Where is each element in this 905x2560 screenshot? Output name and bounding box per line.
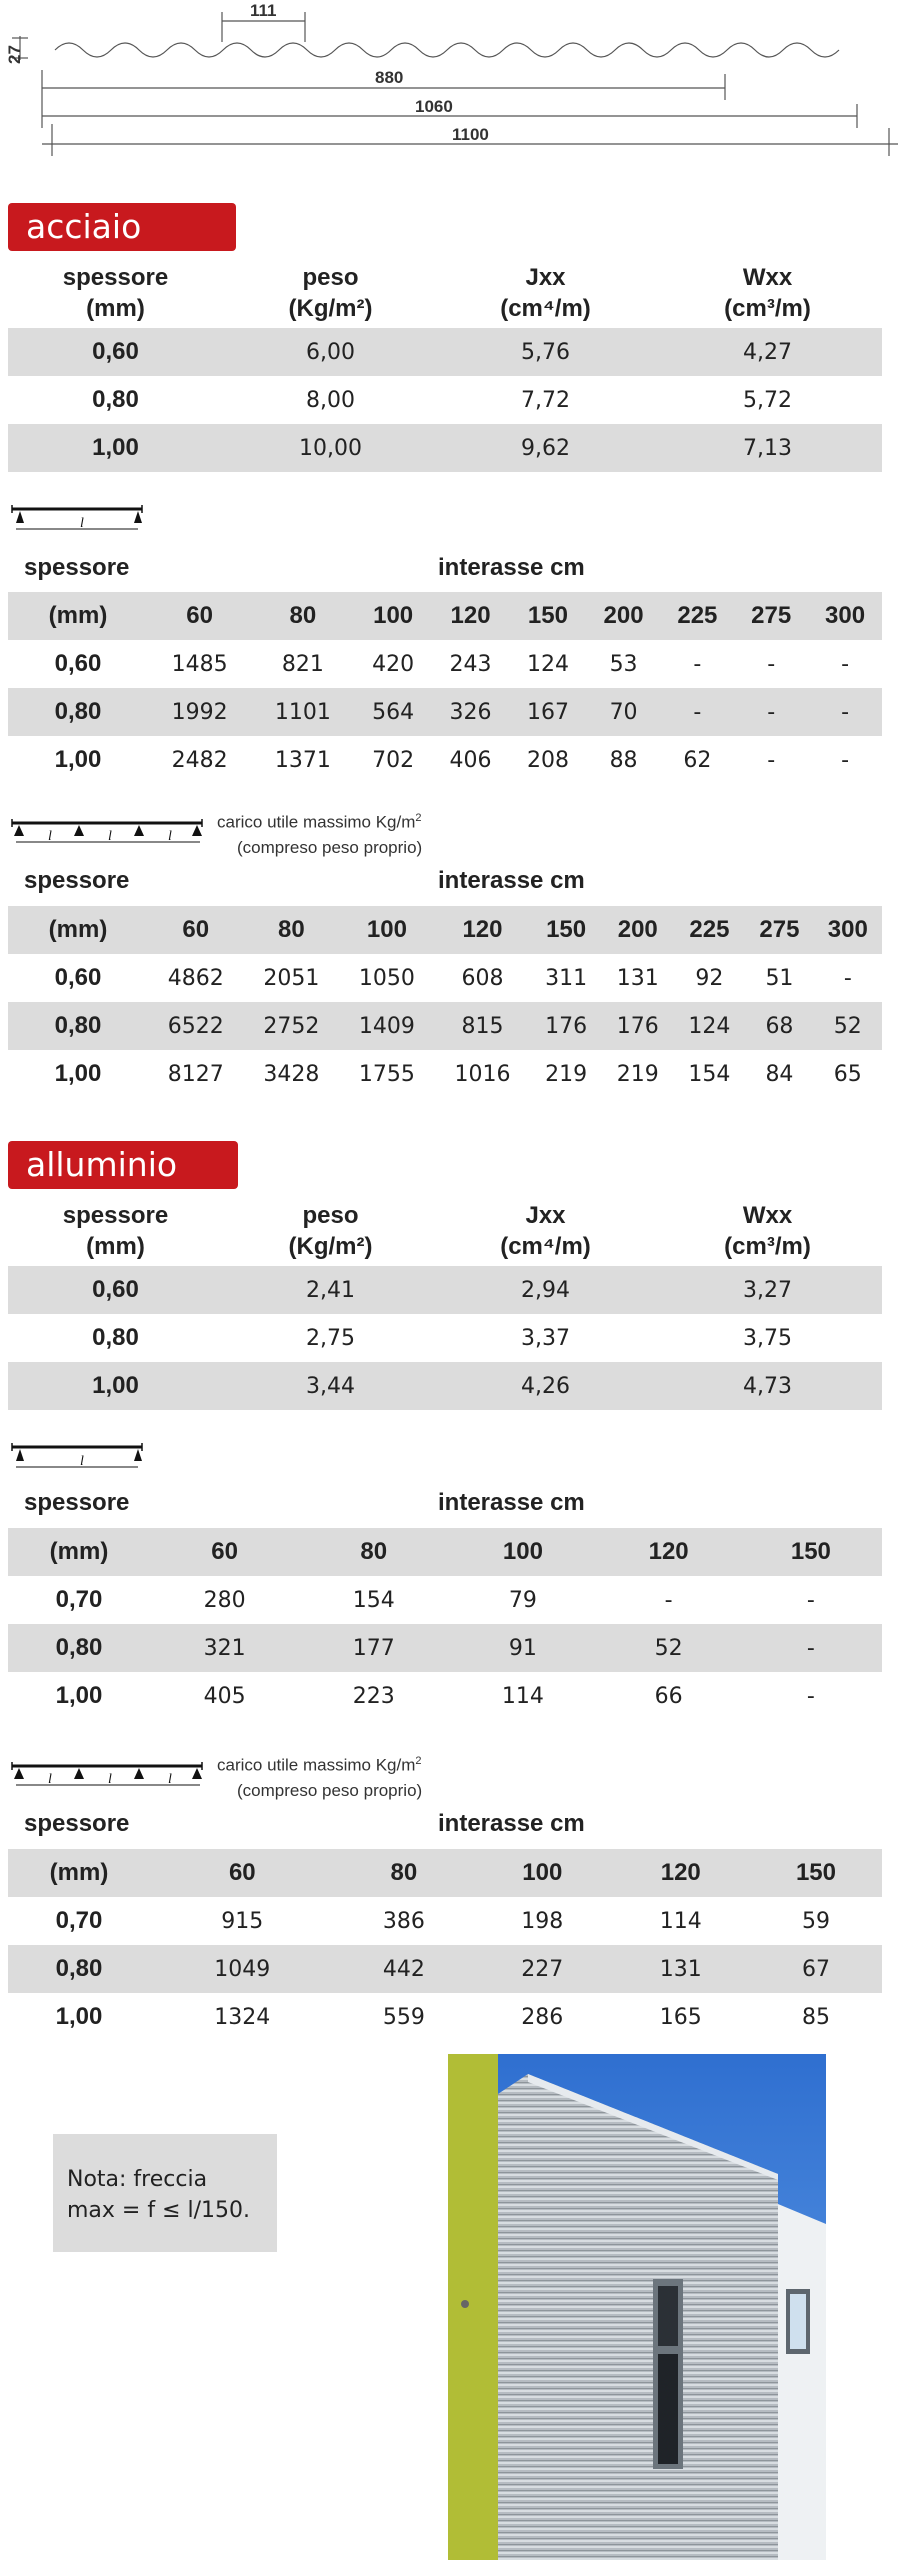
table-cell: 114 — [659, 1908, 702, 1934]
table-row — [8, 376, 882, 424]
table-cell: 80 — [335, 1849, 473, 1897]
table-cell: 150 — [530, 906, 602, 954]
table-cell: 124 — [526, 651, 569, 677]
title-spessore: spessore — [24, 554, 130, 581]
table-cell: 225 — [660, 592, 734, 640]
table-cell: 702 — [372, 747, 415, 773]
table-cell: 66 — [654, 1683, 683, 1709]
table-cell: 88 — [609, 747, 638, 773]
table-cell: 68 — [745, 1002, 813, 1050]
table-cell: 8,00 — [306, 387, 355, 413]
table-cell: 559 — [382, 2004, 425, 2030]
table-cell: 67 — [750, 1945, 882, 1993]
table-cell: - — [841, 747, 850, 773]
table-cell: 227 — [473, 1945, 611, 1993]
table-cell: 131 — [616, 965, 659, 991]
table-cell: 1409 — [339, 1002, 435, 1050]
table-cell: 0,70 — [55, 1586, 103, 1613]
table-cell: 275 — [745, 906, 813, 954]
title-interasse: interasse cm — [438, 1810, 585, 1837]
table-cell: 821 — [281, 651, 324, 677]
table-cell: - — [664, 1587, 673, 1613]
table-header-row — [8, 1200, 882, 1266]
svg-text:l: l — [80, 516, 84, 531]
table-cell: 223 — [352, 1683, 395, 1709]
table-cell: 405 — [203, 1683, 246, 1709]
table-cell: 150 — [750, 1849, 882, 1897]
table-cell: (mm) — [8, 1528, 150, 1576]
table-cell: 60 — [150, 1849, 335, 1897]
table-cell: 60 — [150, 1528, 299, 1576]
table-cell: 0,80 — [8, 1002, 148, 1050]
title-interasse: interasse cm — [438, 1489, 585, 1516]
table-cell: 326 — [432, 688, 509, 736]
table-cell: 1,00 — [55, 2003, 103, 2030]
table-cell: 60 — [148, 592, 251, 640]
table-cell: 59 — [801, 1908, 830, 1934]
title-spessore: spessore — [24, 867, 130, 894]
table-cell: 2,41 — [223, 1266, 438, 1314]
note-line-1: Nota: freccia — [67, 2167, 208, 2192]
table-cell: 608 — [461, 965, 504, 991]
table-cell: 150 — [740, 1528, 882, 1576]
table-cell: (mm) — [8, 906, 148, 954]
table-row — [8, 1993, 882, 2041]
table-cell: 2482 — [171, 747, 228, 773]
table-header-row — [8, 906, 882, 954]
table-cell: 2,75 — [306, 1325, 355, 1351]
table-cell: 915 — [221, 1908, 264, 1934]
table-cell: 420 — [372, 651, 415, 677]
table-cell: 311 — [545, 965, 588, 991]
table-cell: 0,80 — [8, 1945, 150, 1993]
table-cell: 200 — [602, 906, 674, 954]
table-cell: 4862 — [167, 965, 224, 991]
title-interasse: interasse cm — [438, 867, 585, 894]
table-cell: - — [841, 651, 850, 677]
table-cell: 60 — [148, 906, 244, 954]
multi-span-beam-icon — [10, 1761, 205, 1795]
table-row — [8, 424, 882, 472]
table-row — [8, 1897, 882, 1945]
table-cell: 92 — [695, 965, 724, 991]
table-header-row — [8, 592, 882, 640]
table-cell: 1755 — [358, 1061, 415, 1087]
load-caption: carico utile massimo $Kg/m^2$ (compreso peso proprio) — [217, 1755, 423, 1800]
table-cell: 386 — [382, 1908, 425, 1934]
table-row — [8, 688, 882, 736]
table-cell: 85 — [801, 2004, 830, 2030]
table-header-row — [8, 262, 882, 328]
table-cell: 3,75 — [743, 1325, 792, 1351]
table-header-row — [8, 1528, 882, 1576]
table-cell: 0,80 — [92, 386, 139, 413]
dim-1060: 1060 — [415, 97, 453, 116]
dim-height: 27 — [5, 45, 24, 64]
col-header-jxx: Jxx (cm⁴/m) — [500, 1202, 591, 1260]
svg-text:l: l — [48, 1772, 52, 1787]
col-header-wxx: Wxx (cm³/m) — [724, 1202, 811, 1260]
table-row — [8, 1576, 882, 1624]
table-cell: 300 — [814, 906, 882, 954]
table-cell: 80 — [244, 906, 340, 954]
table-cell: - — [693, 651, 702, 677]
table-cell: - — [806, 1587, 815, 1613]
table-cell: 100 — [448, 1528, 597, 1576]
table-cell: 442 — [335, 1945, 473, 1993]
alluminio-properties-table — [8, 1200, 882, 1410]
table-cell: 80 — [251, 592, 354, 640]
table-row — [8, 736, 882, 784]
table-cell: 154 — [352, 1587, 395, 1613]
table-cell: 275 — [734, 592, 808, 640]
table-cell: 1,00 — [54, 1060, 102, 1087]
table-cell: 176 — [602, 1002, 674, 1050]
table-cell: 52 — [598, 1624, 740, 1672]
table-cell: 1050 — [358, 965, 415, 991]
table-cell: 1,00 — [54, 746, 102, 773]
table-cell: 100 — [339, 906, 435, 954]
table-cell: - — [740, 1624, 882, 1672]
svg-text:l: l — [108, 829, 112, 844]
table-cell: 120 — [435, 906, 531, 954]
table-cell: 2752 — [244, 1002, 340, 1050]
table-cell: 1101 — [251, 688, 354, 736]
table-cell: 200 — [587, 592, 661, 640]
building-cladding-photo — [448, 2054, 826, 2560]
alluminio-multi-span-title — [8, 1806, 882, 1842]
alluminio-single-span-title — [8, 1485, 882, 1521]
table-cell: 9,62 — [438, 424, 653, 472]
table-cell: 176 — [530, 1002, 602, 1050]
table-cell: 1,00 — [8, 1362, 223, 1410]
sheet-profile-drawing — [0, 0, 905, 160]
table-cell: 120 — [612, 1849, 750, 1897]
table-cell: (mm) — [8, 592, 148, 640]
dim-880: 880 — [375, 68, 404, 87]
col-header-spessore: spessore (mm) — [62, 264, 169, 322]
table-cell: - — [806, 1683, 815, 1709]
table-cell: 80 — [299, 1528, 448, 1576]
table-cell: 219 — [545, 1061, 588, 1087]
table-cell: (mm) — [8, 1849, 150, 1897]
table-cell: 177 — [299, 1624, 448, 1672]
acciaio-multi-span-table — [8, 906, 882, 1098]
acciaio-multi-span-title — [8, 863, 882, 899]
single-span-beam-icon — [10, 503, 145, 541]
table-cell: - — [767, 747, 776, 773]
table-cell: 53 — [609, 651, 638, 677]
table-cell: 165 — [659, 2004, 702, 2030]
svg-text:l: l — [168, 1772, 172, 1787]
section-tag-alluminio: alluminio — [8, 1141, 238, 1189]
table-header-row — [8, 1849, 882, 1897]
table-cell: 124 — [674, 1002, 746, 1050]
table-cell: 815 — [435, 1002, 531, 1050]
table-cell: 2,94 — [438, 1266, 653, 1314]
svg-text:l: l — [168, 829, 172, 844]
table-cell: 1016 — [454, 1061, 511, 1087]
table-cell: 51 — [765, 965, 794, 991]
table-row — [8, 1050, 882, 1098]
table-cell: 208 — [526, 747, 569, 773]
table-cell: 300 — [808, 592, 882, 640]
table-row — [8, 640, 882, 688]
table-cell: 321 — [150, 1624, 299, 1672]
svg-text:l: l — [80, 1454, 84, 1469]
title-interasse: interasse cm — [438, 554, 585, 581]
table-cell: 3428 — [263, 1061, 320, 1087]
table-cell: 1,00 — [8, 424, 223, 472]
table-row — [8, 1672, 882, 1720]
table-cell: 154 — [688, 1061, 731, 1087]
table-cell: 1049 — [150, 1945, 335, 1993]
table-cell: 4,27 — [653, 328, 882, 376]
table-cell: 280 — [203, 1587, 246, 1613]
table-cell: 70 — [587, 688, 661, 736]
single-span-beam-icon — [10, 1441, 145, 1479]
table-cell: 1,00 — [55, 1682, 103, 1709]
table-cell: 7,13 — [653, 424, 882, 472]
table-cell: 6,00 — [223, 328, 438, 376]
table-cell: 100 — [473, 1849, 611, 1897]
col-header-wxx: Wxx (cm³/m) — [724, 264, 811, 322]
table-cell: 1992 — [148, 688, 251, 736]
table-cell: 198 — [521, 1908, 564, 1934]
table-cell: 0,60 — [8, 1266, 223, 1314]
table-cell: 0,80 — [8, 1624, 150, 1672]
acciaio-single-span-title — [8, 550, 882, 586]
acciaio-properties-table — [8, 262, 882, 472]
table-cell: 0,80 — [92, 1324, 139, 1351]
section-tag-acciaio: acciaio — [8, 203, 236, 251]
table-cell: 0,70 — [55, 1907, 103, 1934]
table-cell: 1485 — [171, 651, 228, 677]
table-row — [8, 1945, 882, 1993]
table-cell: 3,27 — [653, 1266, 882, 1314]
table-cell: 8127 — [167, 1061, 224, 1087]
title-spessore: spessore — [24, 1489, 130, 1516]
table-row — [8, 1002, 882, 1050]
table-cell: 1324 — [214, 2004, 271, 2030]
table-cell: 2051 — [263, 965, 320, 991]
table-cell: - — [767, 651, 776, 677]
table-cell: 564 — [354, 688, 431, 736]
table-row — [8, 1362, 882, 1410]
table-cell: - — [660, 688, 734, 736]
col-header-jxx: Jxx (cm⁴/m) — [500, 264, 591, 322]
title-spessore: spessore — [24, 1810, 130, 1837]
multi-span-beam-icon — [10, 818, 205, 852]
table-cell: 0,60 — [54, 650, 102, 677]
table-row — [8, 954, 882, 1002]
table-cell: 79 — [508, 1587, 537, 1613]
table-cell: 150 — [509, 592, 586, 640]
table-cell: 6522 — [148, 1002, 244, 1050]
corrugation-wave — [55, 43, 839, 57]
table-row — [8, 328, 882, 376]
table-cell: 0,80 — [8, 688, 148, 736]
table-cell: 225 — [674, 906, 746, 954]
table-cell: 65 — [833, 1061, 862, 1087]
table-cell: 120 — [598, 1528, 740, 1576]
table-cell: 10,00 — [223, 424, 438, 472]
alluminio-single-span-table — [8, 1528, 882, 1720]
load-caption: carico utile massimo $Kg/m^2$ (compreso peso proprio) — [217, 812, 423, 857]
table-cell: 3,44 — [223, 1362, 438, 1410]
table-cell: 91 — [448, 1624, 597, 1672]
table-cell: 167 — [509, 688, 586, 736]
acciaio-single-span-table — [8, 592, 882, 784]
table-cell: - — [843, 965, 852, 991]
dim-1100: 1100 — [452, 125, 489, 144]
table-row — [8, 1624, 882, 1672]
dim-pitch: 111 — [250, 1, 277, 20]
table-cell: 243 — [449, 651, 492, 677]
table-cell: - — [734, 688, 808, 736]
table-cell: 5,72 — [743, 387, 792, 413]
table-cell: 219 — [616, 1061, 659, 1087]
table-cell: 286 — [521, 2004, 564, 2030]
table-cell: 62 — [683, 747, 712, 773]
table-cell: 0,60 — [54, 964, 102, 991]
table-cell: - — [808, 688, 882, 736]
table-cell: 100 — [354, 592, 431, 640]
table-cell: 5,76 — [438, 328, 653, 376]
table-row — [8, 1314, 882, 1362]
table-cell: 1371 — [274, 747, 331, 773]
table-cell: 406 — [449, 747, 492, 773]
table-cell: 0,60 — [8, 328, 223, 376]
note-line-2: max = f ≤ l/150. — [67, 2198, 251, 2223]
svg-text:l: l — [48, 829, 52, 844]
table-cell: 120 — [432, 592, 509, 640]
table-cell: 3,37 — [521, 1325, 570, 1351]
table-cell: 4,26 — [438, 1362, 653, 1410]
table-cell: 131 — [612, 1945, 750, 1993]
table-cell: 84 — [765, 1061, 794, 1087]
svg-text:l: l — [108, 1772, 112, 1787]
col-header-peso: peso (Kg/m²) — [288, 264, 373, 322]
col-header-spessore: spessore (mm) — [62, 1202, 169, 1260]
table-row — [8, 1266, 882, 1314]
table-cell: 4,73 — [653, 1362, 882, 1410]
table-cell: 7,72 — [521, 387, 570, 413]
col-header-peso: peso (Kg/m²) — [288, 1202, 373, 1260]
alluminio-multi-span-table — [8, 1849, 882, 2041]
table-cell: 52 — [814, 1002, 882, 1050]
table-cell: 114 — [501, 1683, 544, 1709]
deflection-note — [53, 2134, 277, 2252]
